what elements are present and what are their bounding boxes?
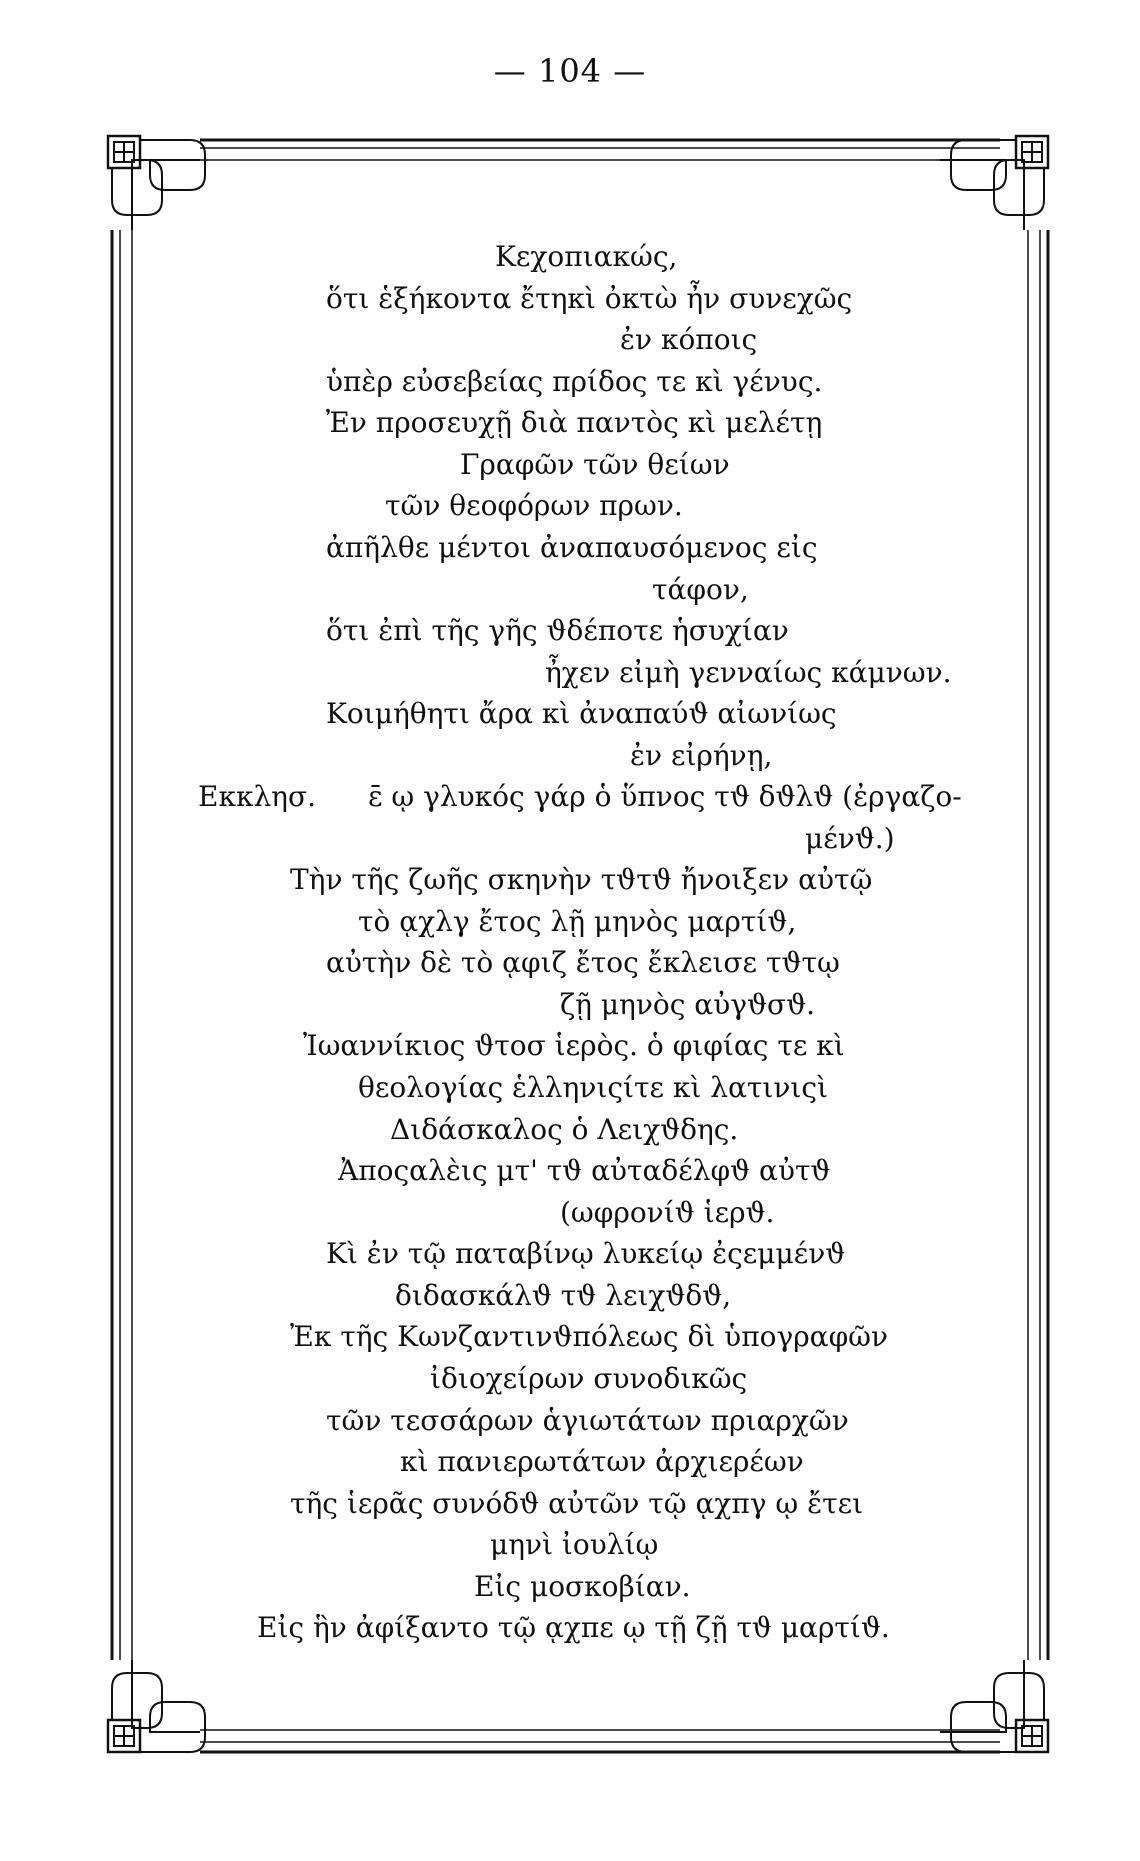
text-line: Τὴν τῆς ζωῆς σκηνὴν τϑτϑ ἤνοιξεν αὐτῷ bbox=[290, 863, 873, 896]
text-line: Γραφῶν τῶν θείων bbox=[460, 448, 730, 481]
text-line: Ἰωαννίκιος ϑτοσ ἱερὸς. ὁ φιφίας τε κὶ bbox=[303, 1029, 845, 1062]
text-line: Ἐν προσευχῇ διὰ παντὸς κὶ μελέτῃ bbox=[326, 406, 823, 439]
text-line: ἐν κόποις bbox=[620, 323, 758, 356]
text-line: ζῇ μηνὸς αὐγϑσϑ. bbox=[560, 988, 815, 1021]
text-line: Ἐκ τῆς Κωνζαντινϑπόλεως δὶ ὑπογραφῶν bbox=[290, 1320, 889, 1353]
text-line: μένϑ.) bbox=[805, 822, 895, 855]
corner-ornament-bottom-right bbox=[940, 1660, 1048, 1752]
text-line: (ωφρονίϑ ἱερϑ. bbox=[560, 1196, 775, 1229]
text-line: ἰδιοχείρων συνοδικῶς bbox=[430, 1362, 748, 1395]
text-line: θεολογίας ἑλληνιςίτε κὶ λατινιςὶ bbox=[358, 1071, 829, 1104]
text-line: διδασκάλϑ τϑ λειχϑδϑ, bbox=[395, 1279, 732, 1312]
text-line: τάφον, bbox=[652, 573, 749, 606]
page-number: — 104 — bbox=[493, 52, 647, 90]
text-line: ε̄ ῳ γλυκός γάρ ὁ ὕπνος τϑ δϑλϑ (ἐργαζο- bbox=[368, 780, 962, 813]
text-line: μηνὶ ἰουλίῳ bbox=[490, 1528, 659, 1561]
text-line: ἀπῆλθε μέντοι ἀναπαυσόμενος εἰς bbox=[326, 531, 818, 564]
text-line: ὅτι ἐπὶ τῆς γῆς ϑδέποτε ἡσυχίαν bbox=[326, 614, 789, 647]
text-line: Διδάσκαλος ὁ Λειχϑδης. bbox=[390, 1113, 739, 1146]
text-line: αὐτὴν δὲ τὸ ᾳφιζ ἔτος ἔκλεισε τϑτῳ bbox=[326, 946, 840, 979]
corner-ornament-bottom-left bbox=[108, 1660, 205, 1752]
text-line: Εἰς μοσκοβίαν. bbox=[474, 1570, 691, 1603]
text-line: τῶν τεσσάρων ἁγιωτάτων πριαρχῶν bbox=[326, 1404, 849, 1437]
text-line: Κεχοπιακώς, bbox=[495, 240, 678, 273]
text-line: Κὶ ἐν τῷ παταβίνῳ λυκείῳ ἐςεμμένϑ bbox=[326, 1237, 846, 1270]
text-line: Εἰς ἣν ἀφίξαντο τῷ ᾳχπε ῳ τῇ ζῇ τϑ μαρτίϑ. bbox=[257, 1611, 890, 1644]
text-line: ὅτι ἑξήκοντα ἔτηκὶ ὀκτὼ ἦν συνεχῶς bbox=[326, 282, 853, 315]
text-line: κὶ πανιερωτάτων ἀρχιερέων bbox=[400, 1445, 804, 1478]
margin-note: Εκκλησ. bbox=[198, 780, 316, 813]
text-line: ὑπὲρ εὐσεβείας πρίδος τε κὶ γένυς. bbox=[326, 365, 823, 398]
text-line: Κοιμήθητι ἄρα κὶ ἀναπαύϑ αἰωνίως bbox=[326, 697, 837, 730]
text-line: ἦχεν εἰμὴ γενναίως κάμνων. bbox=[545, 656, 952, 689]
text-line: τῶν θεοφόρων πρων. bbox=[385, 489, 683, 522]
text-line: τῆς ἱερᾶς συνόδϑ αὐτῶν τῷ ᾳχπγ ῳ ἔτει bbox=[290, 1487, 864, 1520]
text-line: Ἀποςαλὲις μτ' τϑ αὐταδέλφϑ αὐτϑ bbox=[338, 1154, 831, 1187]
corner-ornament-top-left bbox=[108, 136, 205, 230]
text-line: τὸ ᾳχλγ ἔτος λῇ μηνὸς μαρτίϑ, bbox=[358, 905, 797, 938]
text-line: ἐν εἰρήνῃ, bbox=[630, 739, 773, 772]
corner-ornament-top-right bbox=[940, 136, 1048, 230]
